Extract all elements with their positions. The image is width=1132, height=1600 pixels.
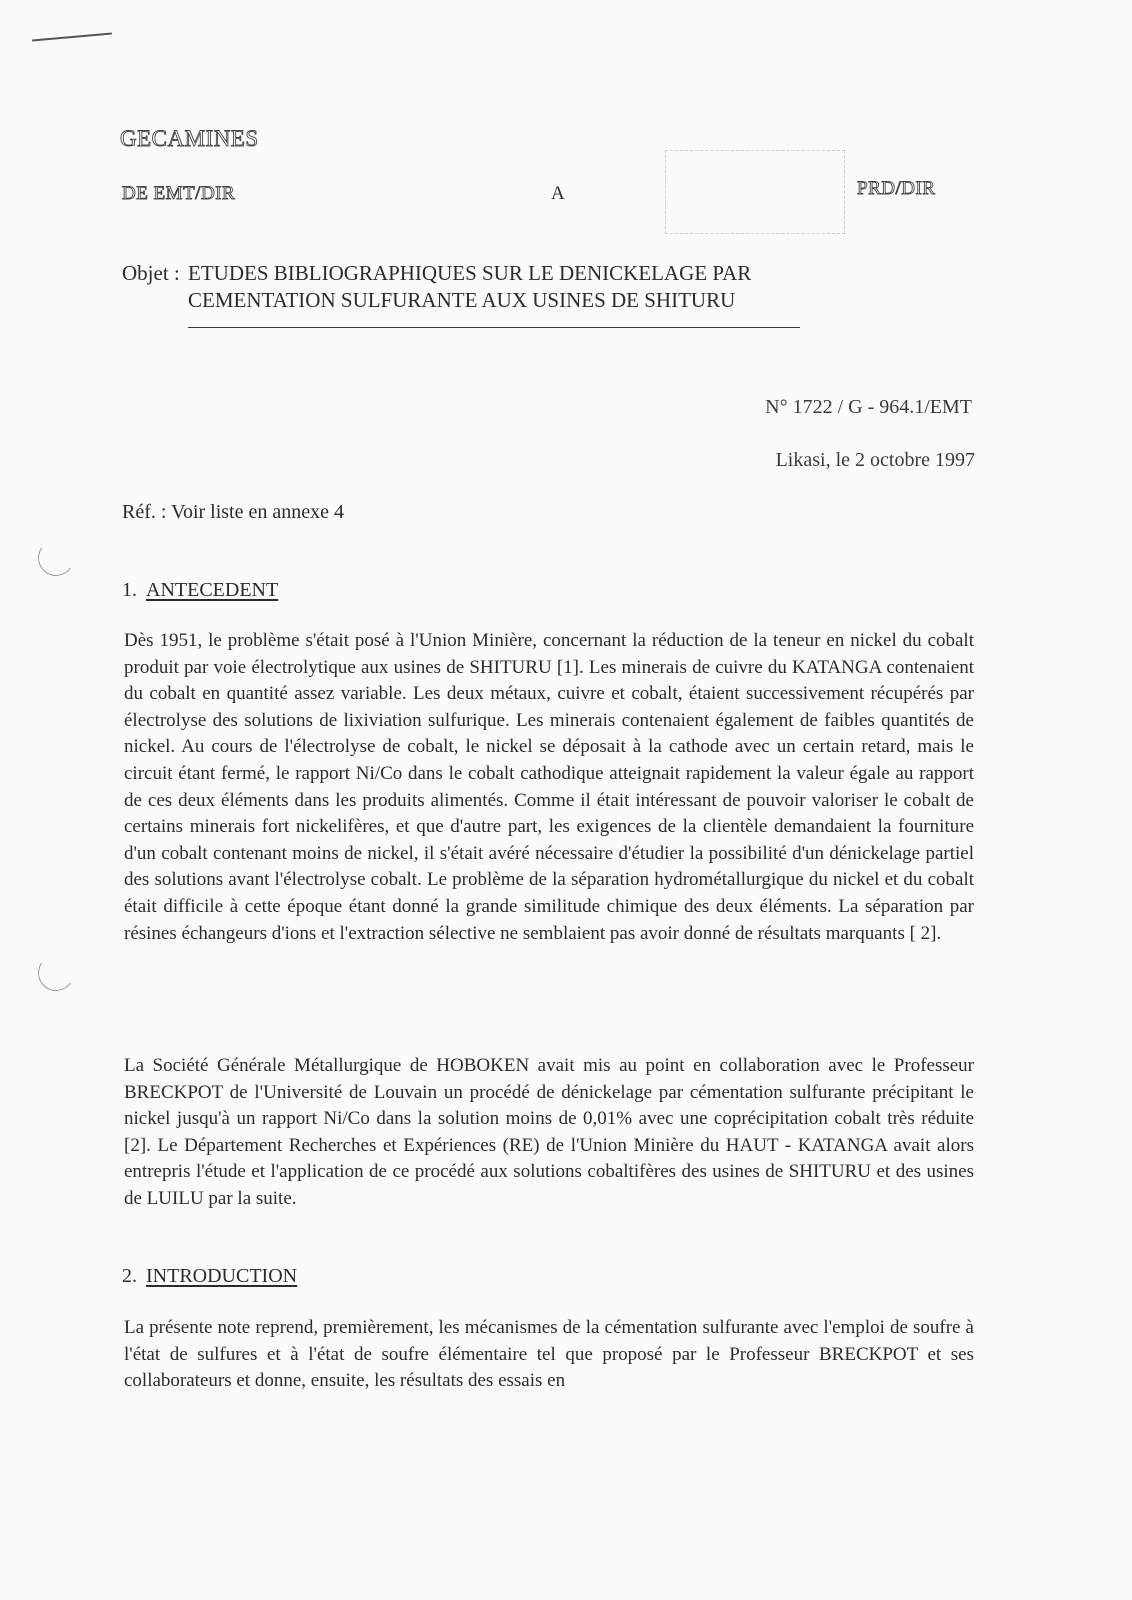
- subject-rule: [188, 327, 800, 328]
- section-title: ANTECEDENT: [146, 579, 279, 601]
- to-label: A: [551, 183, 565, 204]
- place-date: Likasi, le 2 octobre 1997: [775, 449, 975, 471]
- section-number: 1.: [122, 579, 137, 601]
- subject-line-2: CEMENTATION SULFURANTE AUX USINES DE SHITURU: [188, 288, 736, 312]
- sender: DE EMT/DIR: [122, 183, 236, 204]
- section-number: 2.: [122, 1265, 137, 1287]
- punch-hole-mark: [35, 537, 77, 579]
- subject-line-1: ETUDES BIBLIOGRAPHIQUES SUR LE DENICKELAGE PAR: [188, 261, 752, 285]
- section-heading-introduction: [122, 1265, 297, 1288]
- organization-name: GECAMINES: [120, 126, 259, 151]
- pen-mark: [32, 33, 112, 42]
- subject-label: Objet :: [122, 261, 180, 285]
- paragraph: La Société Générale Métallurgique de HOBOKEN avait mis au point en collaboration avec le Professeur BRECKPOT de l'Université de Louvain un procédé de dénickelage par cémentation sulfurante précipitant le nickel jusqu'à un rapport Ni/Co dans la solution moins de 0,01% avec une coprécipitation cobalt très réduite [2]. Le Département Recherches et Expériences (RE) de l'Union Minière du HAUT - KATANGA avait alors entrepris l'étude et l'application de ce procédé aux solutions cobaltifères des usines de SHITURU et des usines de LUILU par la suite.: [124, 1055, 974, 1209]
- paragraph: La présente note reprend, premièrement, les mécanismes de la cémentation sulfurante avec l'emploi de soufre à l'état de sulfures et à l'état de soufre élémentaire tel que proposé par le Professeur BRECKPOT et ses collaborateurs et donne, ensuite, les résultats des essais en: [124, 1317, 974, 1392]
- stamp: [665, 150, 845, 234]
- recipient: PRD/DIR: [857, 178, 936, 199]
- punch-hole-mark: [35, 952, 77, 994]
- section-heading-antecedent: [122, 579, 278, 602]
- paragraph: Dès 1951, le problème s'était posé à l'Union Minière, concernant la réduction de la teneur en nickel du cobalt produit par voie électrolytique aux usines de SHITURU [1]. Les minerais de cuivre du KATANGA contenaient du cobalt en quantité assez variable. Les deux métaux, cuivre et cobalt, étaient successivement récupérés par électrolyse des solutions de lixiviation sulfurique. Les minerais contenaient également de faibles quantités de nickel. Au cours de l'électrolyse de cobalt, le nickel se déposait à la cathode avec un certain retard, mais le circuit étant fermé, le rapport Ni/Co dans le cobalt cathodique atteignait rapidement la valeur égale au rapport de ces deux éléments dans les produits alimentés. Comme il était intéressant de pouvoir valoriser le cobalt de certains minerais fort nickelifères, et que d'autre part, les exigences de la clientèle demandaient la fourniture d'un cobalt contenant moins de nickel, il s'était avéré nécessaire d'étudier la possibilité d'un dénickelage partiel des solutions avant l'électrolyse cobalt. Le problème de la séparation hydrométallurgique du nickel et du cobalt était difficile à cette époque étant donné la grande similitude chimique des deux éléments. La séparation par résines échangeurs d'ions et l'extraction sélective ne semblaient pas avoir donné de résultats marquants [ 2].: [124, 630, 974, 944]
- reference: Réf. : Voir liste en annexe 4: [122, 501, 344, 523]
- reference-number: N° 1722 / G - 964.1/EMT: [765, 396, 972, 418]
- section-title: INTRODUCTION: [146, 1265, 298, 1287]
